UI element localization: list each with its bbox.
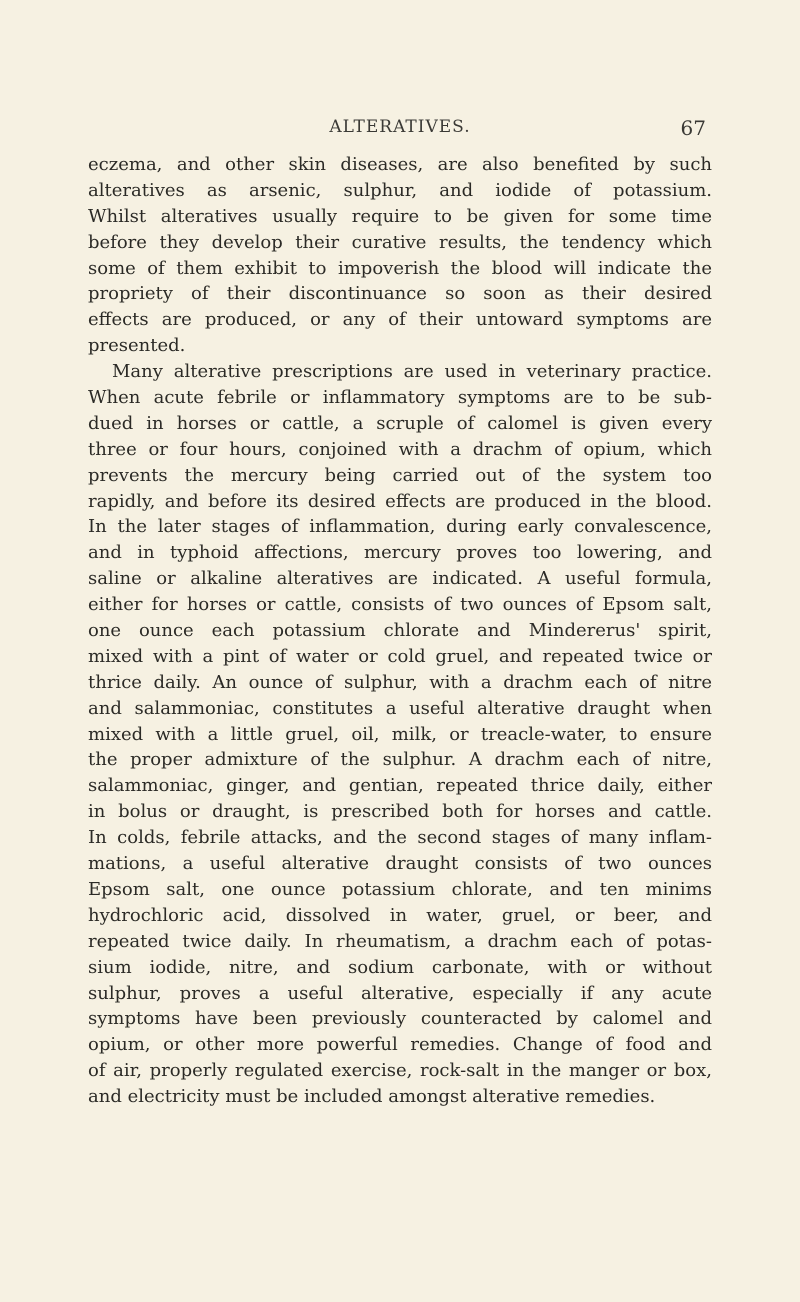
body-text [88,152,712,1110]
text-line: repeated twice daily. In rheumatism, a drachm each of potas- [88,930,712,952]
text-line: presented. [88,335,186,357]
text-line: salammoniac, ginger, and gentian, repeated thrice daily, either [88,775,712,797]
text-line: in bolus or draught, is prescribed both for horses and cattle. [88,801,712,823]
text-line: of air, properly regulated exercise, rock-salt in the manger or box, [88,1060,712,1082]
text-line: effects are produced, or any of their untoward symptoms are [88,309,712,331]
text-line: In the later stages of inflammation, during early convalescence, [88,516,712,538]
text-line: opium, or other more powerful remedies. Change of food and [88,1034,712,1056]
text-line: some of them exhibit to impoverish the blood will indicate the [88,257,712,279]
text-line: and in typhoid affections, mercury proves too lowering, and [88,542,712,564]
text-line: dued in horses or cattle, a scruple of calomel is given every [88,412,712,434]
text-line: propriety of their discontinuance so soon as their desired [88,283,712,305]
text-line: saline or alkaline alteratives are indicated. A useful formula, [88,568,712,590]
page-number: 67 [680,116,706,140]
text-line: mixed with a pint of water or cold gruel, and repeated twice or [88,645,712,667]
text-line: three or four hours, conjoined with a drachm of opium, which [88,438,712,460]
text-line: Whilst alteratives usually require to be given for some time [88,205,712,227]
text-line: In colds, febrile attacks, and the second stages of many inflam- [88,827,712,849]
text-line: alteratives as arsenic, sulphur, and iodide of potassium. [88,179,712,201]
running-head-title: ALTERATIVES. [329,117,471,137]
text-line: When acute febrile or inflammatory symptoms are to be sub- [88,387,712,409]
text-line: symptoms have been previously counteracted by calomel and [88,1008,712,1030]
paragraph [88,152,712,359]
text-line: rapidly, and before its desired effects are produced in the blood. [88,490,712,512]
text-line: hydrochloric acid, dissolved in water, gruel, or beer, and [88,904,712,926]
text-line: and electricity must be included amongst alterative remedies. [88,1086,656,1108]
text-line: mixed with a little gruel, oil, milk, or treacle-water, to ensure [88,723,712,745]
text-line: prevents the mercury being carried out of the system too [88,464,712,486]
text-line: sulphur, proves a useful alterative, especially if any acute [88,982,712,1004]
paragraph [88,359,712,1110]
text-line: the proper admixture of the sulphur. A drachm each of nitre, [88,749,712,771]
text-line: eczema, and other skin diseases, are also benefited by such [88,154,712,175]
text-line: Epsom salt, one ounce potassium chlorate, and ten minims [88,878,712,900]
text-line: mations, a useful alterative draught consists of two ounces [88,853,712,875]
text-line: one ounce each potassium chlorate and Mindererus' spirit, [88,620,712,642]
text-line: sium iodide, nitre, and sodium carbonate, with or without [88,956,712,978]
text-line: either for horses or cattle, consists of two ounces of Epsom salt, [88,594,712,616]
text-line: and salammoniac, constitutes a useful alterative draught when [88,697,712,719]
text-line: thrice daily. An ounce of sulphur, with a drachm each of nitre [88,671,712,693]
text-line: Many alterative prescriptions are used in veterinary practice. [112,361,712,383]
running-head [90,117,710,141]
text-line: before they develop their curative results, the tendency which [88,231,712,253]
